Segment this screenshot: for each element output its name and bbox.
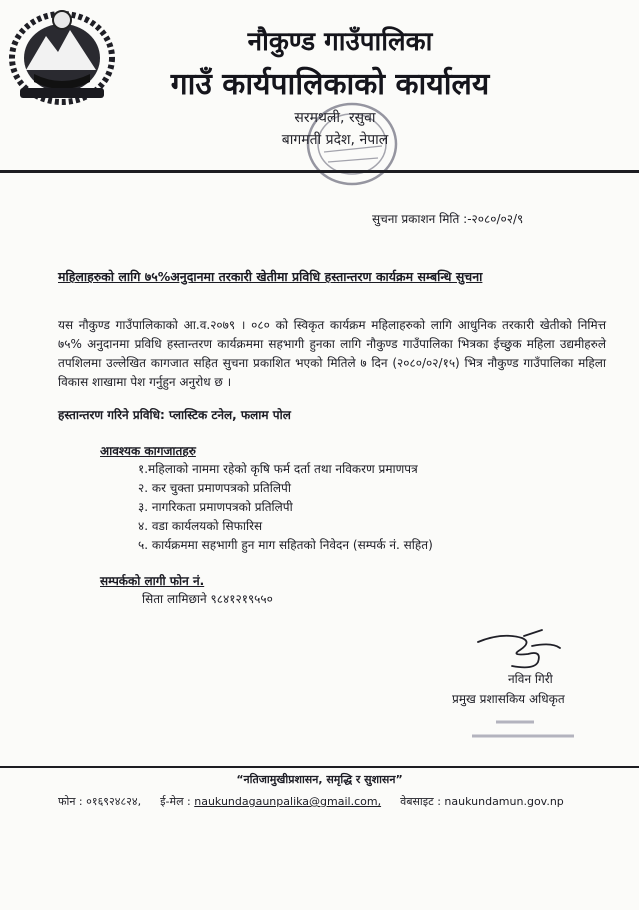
list-item: १.महिलाको नाममा रहेको कृषि फर्म दर्ता तथा नविकरण प्रमाणपत्र bbox=[138, 462, 418, 476]
list-item: २. कर चुक्ता प्रमाणपत्रको प्रतिलिपी bbox=[138, 481, 291, 495]
footer-website-label: वेबसाइट : bbox=[400, 795, 441, 808]
address-line-2: बागमती प्रदेश, नेपाल bbox=[281, 132, 389, 148]
footer-divider bbox=[0, 766, 639, 768]
footer-phone: फोन : ०१६९२४८२४, bbox=[58, 795, 142, 808]
footer-email-label: ई-मेल : bbox=[160, 795, 191, 808]
footer-email-link[interactable]: naukundagaunpalika@gmail.com, bbox=[194, 795, 382, 808]
contact-heading: सम्पर्कको लागी फोन नं. bbox=[100, 574, 205, 588]
signature-scribble bbox=[472, 628, 564, 672]
list-item: ४. वडा कार्यलयको सिफारिस bbox=[138, 519, 263, 533]
office-name: गाउँ कार्यपालिकाको कार्यालय bbox=[170, 67, 490, 102]
footer-contact-row bbox=[58, 794, 564, 809]
list-item: ३. नागरिकता प्रमाणपत्रको प्रतिलिपी bbox=[138, 500, 293, 514]
signer-title: प्रमुख प्रशासकिय अधिकृत bbox=[452, 692, 565, 706]
technology-line: हस्तान्तरण गरिने प्रविधि: प्लास्टिक टनेल, फलाम पोल bbox=[58, 408, 291, 422]
organization-name: नौकुण्ड गाउँपालिका bbox=[247, 27, 433, 57]
footer-motto: “नतिजामुखीप्रशासन, समृद्धि र सुशासन” bbox=[236, 773, 403, 786]
header-divider bbox=[0, 170, 639, 173]
notice-body: यस नौकुण्ड गाउँपालिकाको आ.व.२०७९ । ०८० को स्विकृत कार्यक्रम महिलाहरुको लागि आधुनिक तरकारी खेतीको निमित्त ७५% अनुदानमा प्रविधि हस्तान्तरण कार्यक्रममा सहभागी हुनका लागि नौकुण्ड गाउँपालिका भित्रका ईच्छुक महिला उद्यमीहरुले तपशिलमा उल्लेखित कागजात सहित सुचना प्रकाशित भएको मितिले ७ दिन (२०८०/०२/१५) भित्र नौकुण्ड गाउँपालिका महिला विकास शाखामा पेश गर्नुहुन अनुरोध छ । bbox=[58, 318, 606, 389]
footer-website: naukundamun.gov.np bbox=[444, 795, 564, 808]
documents-list bbox=[138, 460, 433, 555]
notice-subject: महिलाहरुको लागि ७५%अनुदानमा तरकारी खेतीमा प्रविधि हस्तान्तरण कार्यक्रम सम्बन्धि सुचना bbox=[58, 269, 483, 284]
officer-seal-icon bbox=[462, 712, 582, 746]
address-line-1: सरमथली, रसुवा bbox=[294, 110, 376, 126]
signer-name: नविन गिरी bbox=[508, 672, 553, 686]
list-item: ५. कार्यक्रममा सहभागी हुन माग सहितको निवेदन (सम्पर्क नं. सहित) bbox=[138, 538, 433, 552]
nepal-emblem-icon bbox=[6, 8, 118, 106]
documents-heading: आवश्यक कागजातहरु bbox=[100, 444, 196, 458]
contact-person: सिता लामिछाने ९८४१२१९५५० bbox=[142, 592, 273, 606]
publication-date: सुचना प्रकाशन मिति :-२०८०/०२/९ bbox=[372, 212, 524, 226]
